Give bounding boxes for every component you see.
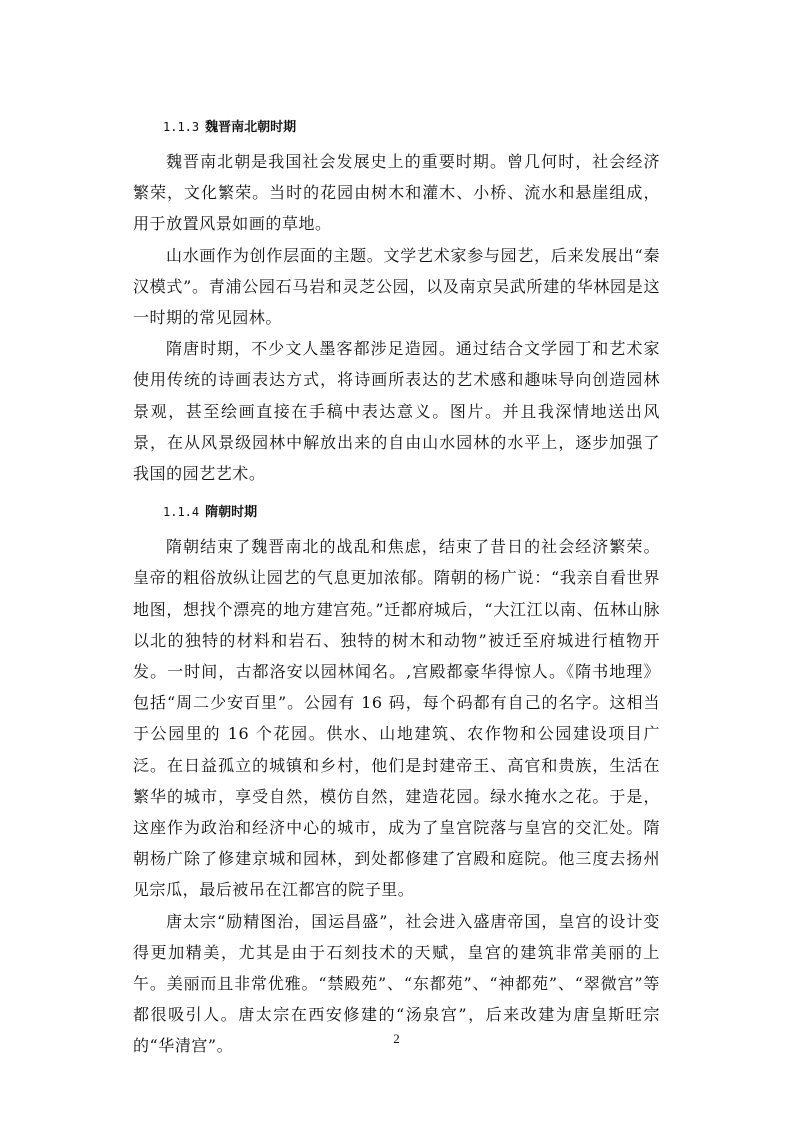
section-title: 魏晋南北朝时期 [205,120,297,135]
page-number: 2 [393,1031,400,1046]
paragraph: 魏晋南北朝是我国社会发展史上的重要时期。曾几何时，社会经济繁荣，文化繁荣。当时的花园由树木和灌木、小桥、流水和悬崖组成，用于放置风景如画的草地。 [133,152,660,234]
section-1-1-3 [133,118,660,489]
section-number: 1.1.3 [163,120,200,134]
page-content [133,118,660,1062]
section-number: 1.1.4 [163,505,200,520]
paragraph: 隋朝结束了魏晋南北的战乱和焦虑，结束了昔日的社会经济繁荣。皇帝的粗俗放纵让园艺的气息更加浓郁。隋朝的杨广说：“我亲自看世界地图，想找个漂亮的地方建宫苑。”迁都府城后，“大江江以南、伍林山脉以北的独特的材料和岩石、独特的树木和动物”被迁至府城进行植物开发。一时间，古都洛安以园林闻名。,宫殿都豪华得惊人。《隋书地理》包括“周二少安百里”。公园有 16 码，每个码都有自己的名字。这相当于公园里的 16 个花园。供水、山地建筑、农作物和公园建设项目广泛。在日益孤立的城镇和乡村，他们是封建帝王、高官和贵族，生活在繁华的城市，享受自然，模仿自然，建造花园。绿水掩水之花。于是，这座作为政治和经济中心的城市，成为了皇宫院落与皇宫的交汇处。隋朝杨广除了修建京城和园林，到处都修建了宫殿和庭院。他三度去扬州见宗瓜，最后被吊在江都宫的院子里。 [133,537,660,900]
paragraph: 山水画作为创作层面的主题。文学艺术家参与园艺，后来发展出“秦汉模式”。青浦公园石马岩和灵芝公园，以及南京吴武所建的华林园是这一时期的常见园林。 [133,245,660,328]
paragraph: 隋唐时期，不少文人墨客都涉足造园。通过结合文学园丁和艺术家使用传统的诗画表达方式，将诗画所表达的艺术感和趣味导向创造园林景观，甚至绘画直接在手稿中表达意义。图片。并且我深情地送出风景，在从风景级园林中解放出来的自由山水园林的水平上，逐步加强了我国的园艺艺术。 [133,339,660,484]
paragraph: 唐太宗“励精图治，国运昌盛”，社会进入盛唐帝国，皇宫的设计变得更加精美，尤其是由于石刻技术的天赋，皇宫的建筑非常美丽的上午。美丽而且非常优雅。“禁殿苑”、“东都苑”、“神都苑”、“翠微宫”等都很吸引人。唐太宗在西安修建的“汤泉宫”，后来改建为唐皇斯旺宗的“华清宫”。 [133,911,660,1056]
section-title: 隋朝时期 [205,505,258,521]
section-1-1-4 [133,503,660,1061]
section-heading [163,503,660,522]
section-heading [163,118,660,137]
